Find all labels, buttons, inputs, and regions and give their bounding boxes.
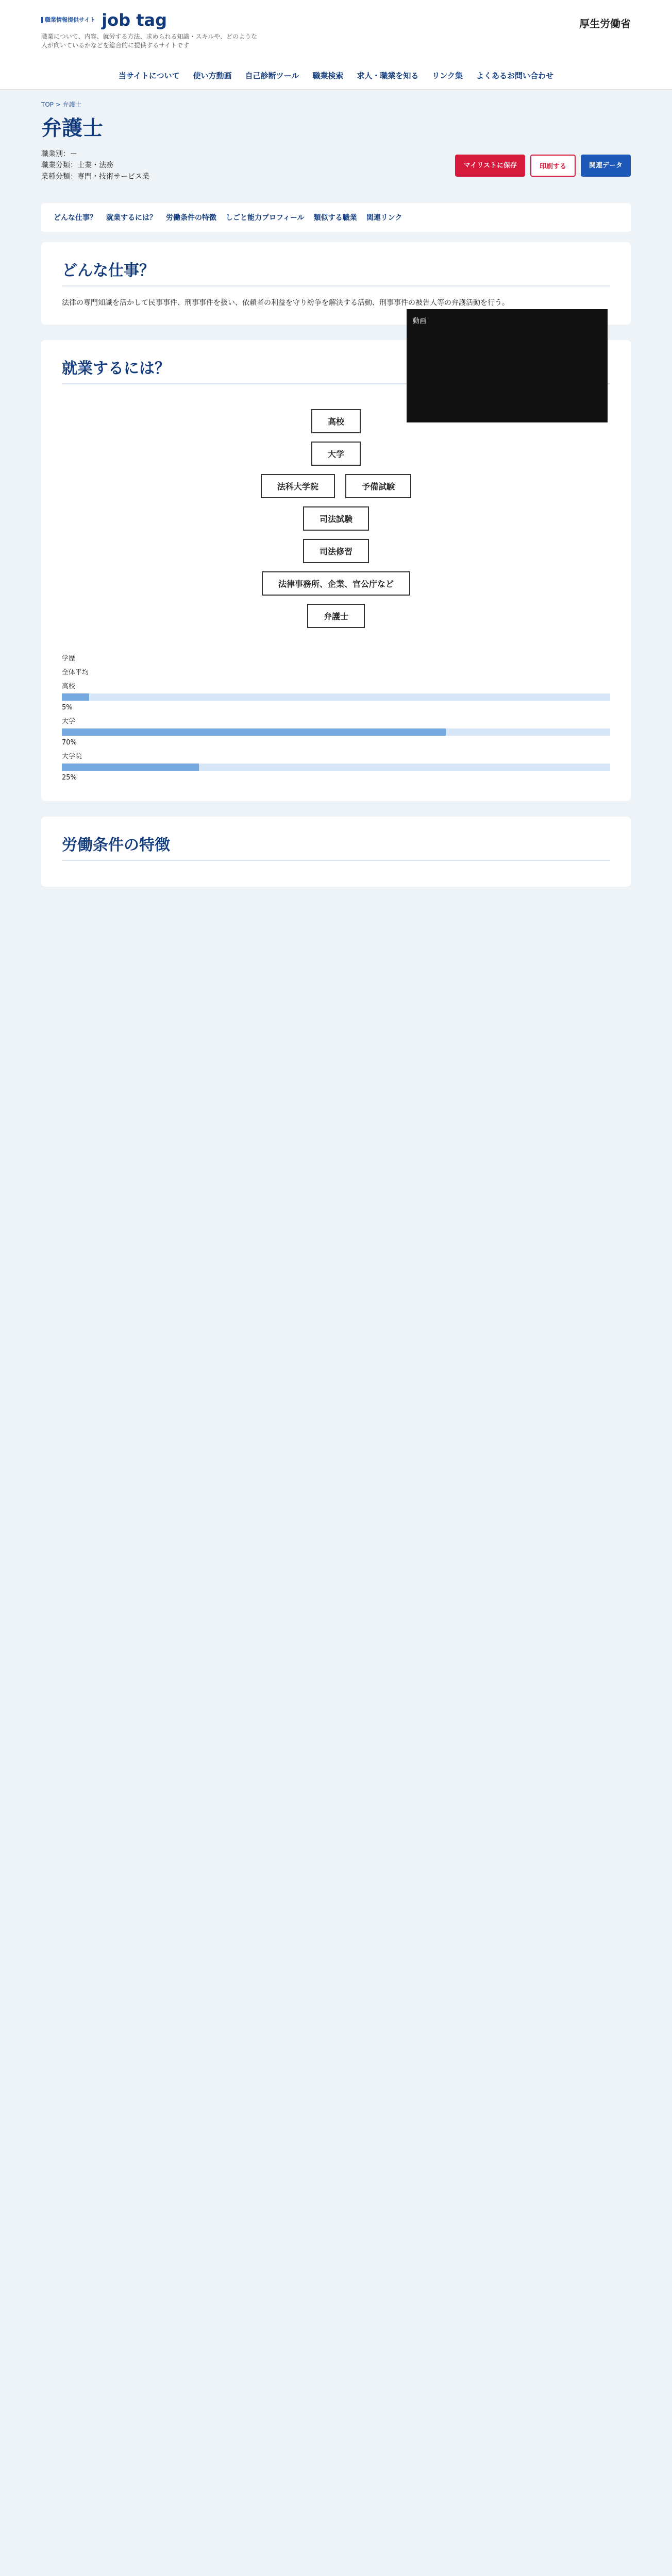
chart-bar-bg	[62, 728, 610, 736]
meta-line: 職業別：ー	[41, 150, 77, 158]
crumb-current: 弁護士	[62, 101, 81, 108]
tab-profile[interactable]: しごと能力プロフィール	[226, 214, 305, 222]
nav-item[interactable]: 自己診断ツール	[245, 71, 299, 80]
tab-conditions[interactable]: 労働条件の特徴	[166, 214, 216, 222]
nav-item[interactable]: リンク集	[432, 71, 463, 80]
chart-bar	[62, 693, 89, 701]
section-tabs	[41, 203, 631, 232]
chart-bar	[62, 728, 446, 736]
logo-text[interactable]: job tag	[102, 10, 167, 30]
meta-line: 業種分類：専門・技術サービス業	[41, 173, 149, 181]
flow-box: 法科大学院	[261, 474, 335, 498]
chart-label: 高校	[62, 683, 76, 690]
flow-box: 司法試験	[303, 506, 369, 531]
nav-item[interactable]: よくあるお問い合わせ	[476, 71, 554, 80]
tab-what[interactable]: どんな仕事？	[54, 214, 97, 222]
section-heading: 就業するには？	[62, 355, 610, 384]
breadcrumb: TOP > 弁護士	[41, 101, 81, 108]
tab-how[interactable]: 就業するには？	[106, 214, 157, 222]
meta-line: 職業分類：士業・法務	[41, 161, 113, 170]
nav-item[interactable]: 職業検索	[312, 71, 344, 80]
flow-box: 大学	[311, 442, 361, 466]
site-subtitle: 職業について、内容、就労する方法、求められる知識・スキルや、どのような人が向いているかなどを総合的に提供するサイトです	[41, 33, 258, 49]
chart-value: 70%	[62, 739, 77, 747]
chart-value: 5%	[62, 704, 73, 711]
main-nav	[0, 62, 672, 90]
education-chart	[62, 653, 610, 782]
related-button[interactable]: 関連データ	[581, 155, 631, 177]
flow-box: 高校	[311, 409, 361, 433]
section-text: 法律の専門知識を活かして民事事件、刑事事件を扱い、依頼者の利益を守り紛争を解決する活動、刑事事件の被告人等の弁護活動を行う。	[62, 299, 509, 307]
page-title: 弁護士	[41, 116, 103, 140]
chart-row	[62, 716, 610, 747]
site-header	[0, 0, 672, 62]
nav-item[interactable]: 求人・職業を知る	[357, 71, 419, 80]
flow-box: 法律事務所、企業、官公庁など	[262, 571, 410, 596]
flow-box: 予備試験	[345, 474, 411, 498]
nav-item[interactable]: 当サイトについて	[118, 71, 180, 80]
chart-legend: 全体平均	[62, 669, 89, 676]
save-button[interactable]: マイリストに保存	[455, 155, 525, 177]
chart-row	[62, 681, 610, 711]
chart-label: 大学院	[62, 753, 82, 760]
section-conditions	[41, 817, 631, 887]
print-button[interactable]: 印刷する	[530, 155, 576, 177]
nav-item[interactable]: 使い方動画	[193, 71, 232, 80]
chart-bar	[62, 764, 199, 771]
chart-label: 大学	[62, 718, 76, 725]
career-flow	[187, 405, 485, 632]
section-heading: どんな仕事？	[62, 258, 610, 286]
crumb-top[interactable]: TOP	[41, 101, 54, 108]
tab-similar[interactable]: 類似する職業	[313, 214, 357, 222]
tab-links[interactable]: 関連リンク	[366, 214, 402, 222]
chart-title: 学歴	[62, 655, 76, 663]
flow-box: 司法修習	[303, 539, 369, 563]
chart-bar-bg	[62, 693, 610, 701]
video-label: 動画	[413, 317, 427, 325]
video-box[interactable]	[407, 309, 608, 422]
flow-box: 弁護士	[307, 604, 365, 628]
brand[interactable]: 厚生労働省	[579, 18, 631, 30]
section-heading: 労働条件の特徴	[62, 832, 610, 861]
chart-row	[62, 751, 610, 782]
section-what	[41, 242, 631, 325]
chart-value: 25%	[62, 774, 77, 782]
chart-bar-bg	[62, 764, 610, 771]
logo-mark: 職業情報提供サイト	[41, 17, 95, 23]
